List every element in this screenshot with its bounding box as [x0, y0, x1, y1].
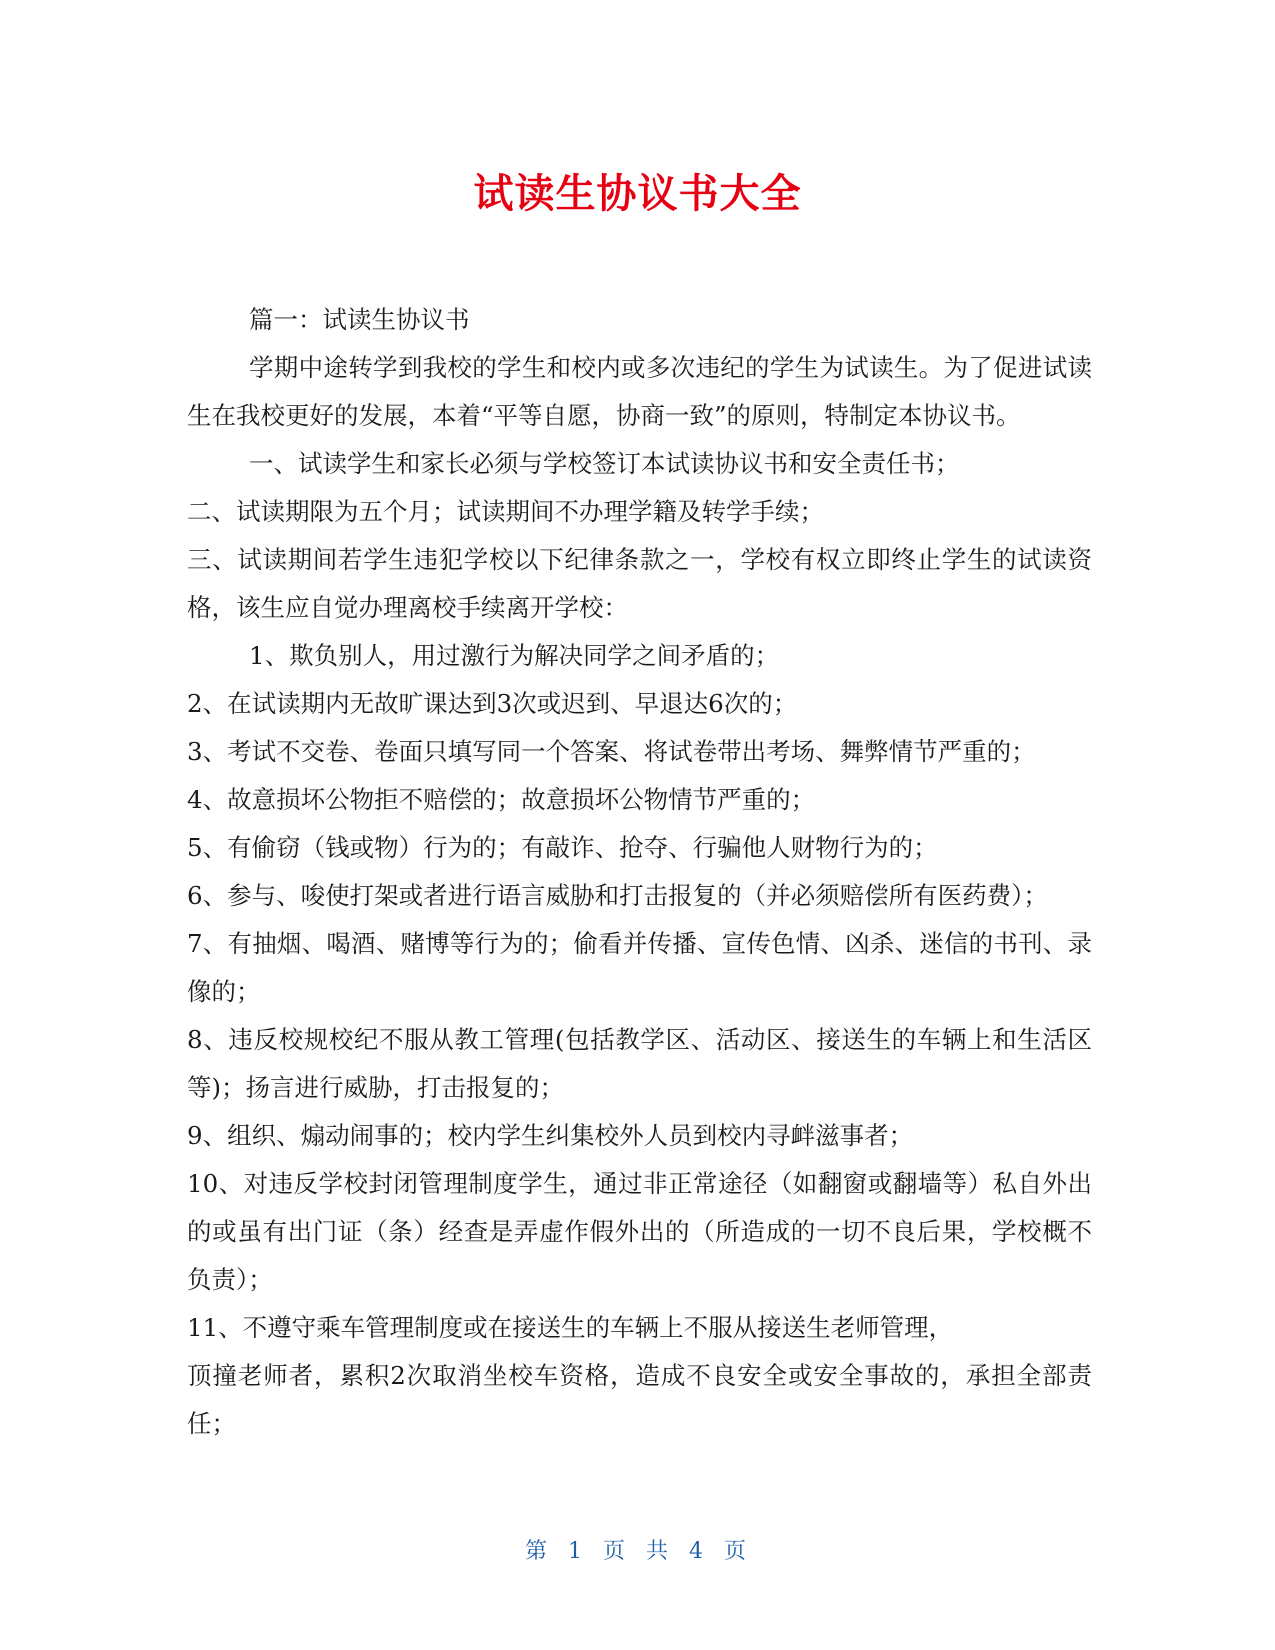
paragraph-heading: 篇一：试读生协议书: [249, 305, 470, 334]
list-item: 4、故意损坏公物拒不赔偿的；故意损坏公物情节严重的；: [187, 785, 816, 814]
document-body: [187, 296, 1092, 1448]
list-item-continuation: 顶撞老师者，累积2次取消坐校车资格，造成不良安全或安全事故的，承担全部责任；: [187, 1361, 1092, 1438]
page-number-footer: 第 1 页 共 4 页: [525, 1539, 750, 1564]
list-item: 5、有偷窃（钱或物）行为的；有敲诈、抢夺、行骗他人财物行为的；: [187, 833, 938, 862]
document-title: 试读生协议书大全: [473, 171, 802, 217]
paragraph-clause-3: 三、试读期间若学生违犯学校以下纪律条款之一，学校有权立即终止学生的试读资格，该生应自觉办理离校手续离开学校：: [187, 545, 1092, 622]
paragraph-intro: 学期中途转学到我校的学生和校内或多次违纪的学生为试读生。为了促进试读生在我校更好的发展，本着“平等自愿，协商一致”的原则，特制定本协议书。: [187, 353, 1092, 430]
list-item: 9、组织、煽动闹事的；校内学生纠集校外人员到校内寻衅滋事者；: [187, 1121, 914, 1150]
paragraph-clause-1: 一、试读学生和家长必须与学校签订本试读协议书和安全责任书；: [249, 449, 960, 478]
list-item: 3、考试不交卷、卷面只填写同一个答案、将试卷带出考场、舞弊情节严重的；: [187, 737, 1036, 766]
list-item: 2、在试读期内无故旷课达到3次或迟到、早退达6次的；: [187, 689, 798, 718]
list-item: 6、参与、唆使打架或者进行语言威胁和打击报复的（并必须赔偿所有医药费）；: [187, 881, 1048, 910]
paragraph-clause-2: 二、试读期限为五个月；试读期间不办理学籍及转学手续；: [187, 497, 824, 526]
list-item: 11、不遵守乘车管理制度或在接送生的车辆上不服从接送生老师管理，: [187, 1313, 954, 1342]
list-item: 8、违反校规校纪不服从教工管理(包括教学区、活动区、接送生的车辆上和生活区等)；扬言进行威胁，打击报复的；: [187, 1025, 1092, 1102]
list-item: 10、对违反学校封闭管理制度学生，通过非正常途径（如翻窗或翻墙等）私自外出的或虽有出门证（条）经查是弄虚作假外出的（所造成的一切不良后果，学校概不负责）；: [187, 1169, 1092, 1294]
list-item: 1、欺负别人，用过激行为解决同学之间矛盾的；: [249, 641, 780, 670]
list-item: 7、有抽烟、喝酒、赌博等行为的；偷看并传播、宣传色情、凶杀、迷信的书刊、录像的；: [187, 929, 1092, 1006]
